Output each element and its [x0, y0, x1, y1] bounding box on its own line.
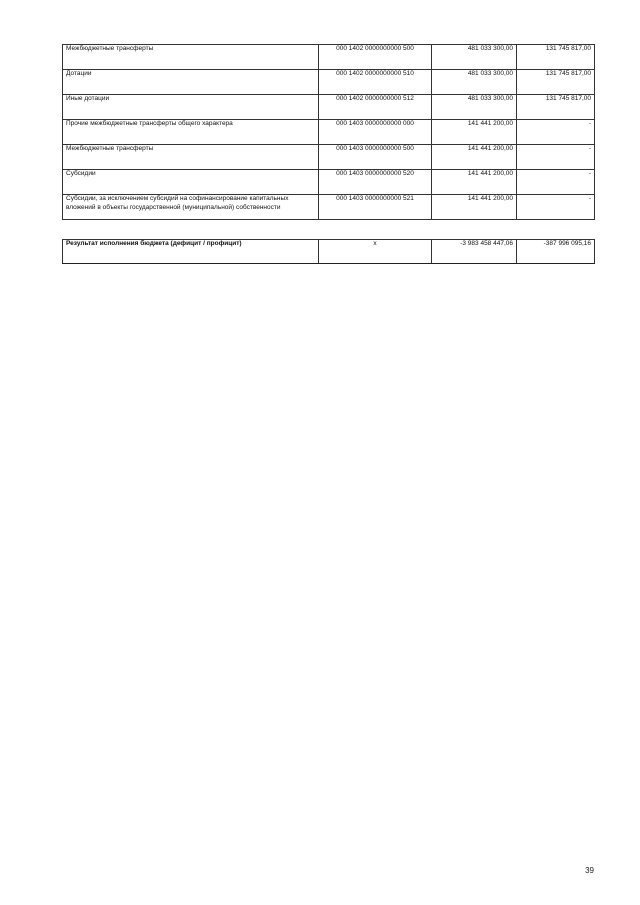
row-approved: 141 441 200,00: [432, 170, 517, 195]
row-executed: 131 745 817,00: [517, 45, 595, 70]
row-executed: -: [517, 170, 595, 195]
row-approved: 481 033 300,00: [432, 70, 517, 95]
row-code: 000 1403 0000000000 500: [319, 145, 432, 170]
row-code: 000 1402 0000000000 512: [319, 95, 432, 120]
table-row: [63, 70, 595, 95]
table-row: [63, 145, 595, 170]
row-name: Иные дотации: [63, 95, 319, 120]
row-executed: 131 745 817,00: [517, 95, 595, 120]
row-name: Субсидии, за исключением субсидий на софинансирование капитальных вложений в объекты государственной (муниципальной) собственности: [63, 195, 319, 220]
row-code: 000 1403 0000000000 520: [319, 170, 432, 195]
row-executed: -: [517, 195, 595, 220]
table-row: [63, 170, 595, 195]
result-executed: -387 996 095,16: [517, 240, 595, 264]
page-number: 39: [585, 866, 594, 875]
budget-execution-table: [62, 44, 595, 220]
row-approved: 481 033 300,00: [432, 45, 517, 70]
row-approved: 141 441 200,00: [432, 195, 517, 220]
result-name: Результат исполнения бюджета (дефицит / профицит): [63, 240, 319, 264]
table-row: [63, 45, 595, 70]
row-code: 000 1403 0000000000 000: [319, 120, 432, 145]
result-row: [63, 240, 595, 264]
result-code: x: [319, 240, 432, 264]
budget-result-table: [62, 239, 595, 264]
row-executed: -: [517, 145, 595, 170]
row-code: 000 1402 0000000000 500: [319, 45, 432, 70]
row-name: Межбюджетные трансферты: [63, 145, 319, 170]
table-row: [63, 195, 595, 220]
row-code: 000 1403 0000000000 521: [319, 195, 432, 220]
row-name: Субсидии: [63, 170, 319, 195]
table-row: [63, 120, 595, 145]
table-row: [63, 95, 595, 120]
result-approved: -3 983 458 447,06: [432, 240, 517, 264]
row-executed: 131 745 817,00: [517, 70, 595, 95]
row-code: 000 1402 0000000000 510: [319, 70, 432, 95]
row-approved: 481 033 300,00: [432, 95, 517, 120]
row-approved: 141 441 200,00: [432, 120, 517, 145]
row-approved: 141 441 200,00: [432, 145, 517, 170]
row-name: Межбюджетные трансферты: [63, 45, 319, 70]
row-executed: -: [517, 120, 595, 145]
row-name: Дотации: [63, 70, 319, 95]
row-name: Прочие межбюджетные трансферты общего характера: [63, 120, 319, 145]
